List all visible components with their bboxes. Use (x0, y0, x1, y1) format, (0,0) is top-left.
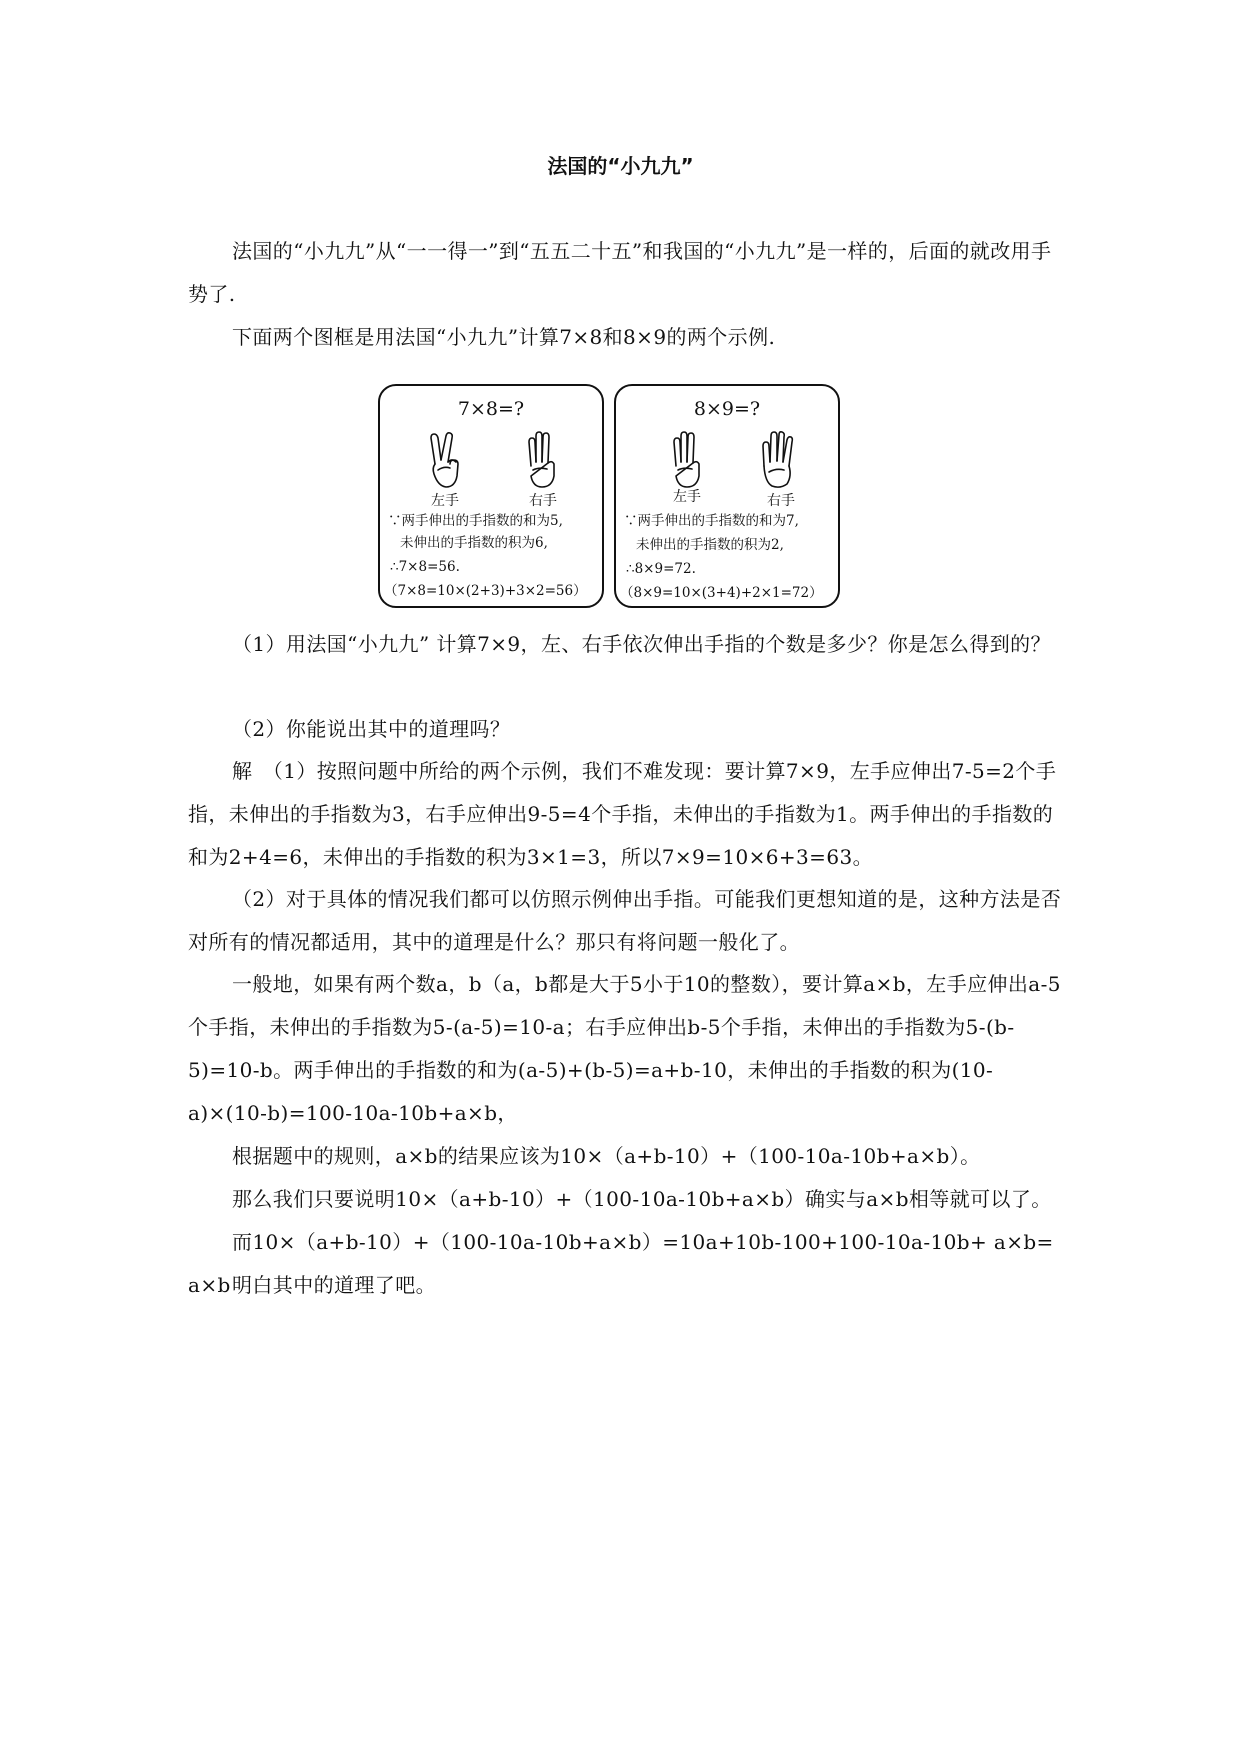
example-note-3: ∴8×9=72. (626, 561, 696, 577)
example-note-1: ∵两手伸出的手指数的和为5, (388, 513, 563, 529)
example-equation: 8×9=? (693, 398, 761, 420)
left-hand-label: 左手 (673, 489, 701, 505)
right-hand-label: 右手 (767, 493, 795, 509)
solution-to-prove: 那么我们只要说明10×（a+b-10）+（100-10a-10b+a×b）确实与a×b相等就可以了。 (232, 1187, 1052, 1211)
solution-part-1: 解 （1）按照问题中所给的两个示例，我们不难发现：要计算7×9，左手应伸出7-5=2个手指，未伸出的手指数为3，右手应伸出9-5=4个手指，未伸出的手指数为1。两手伸出的手指数的和为2+4=6，未伸出的手指数的积为3×1=3，所以7×9=10×6+3=63。 (188, 759, 1057, 869)
example-note-2: 未伸出的手指数的积为6, (400, 535, 548, 551)
hand-three-fingers-icon (668, 430, 704, 490)
right-hand-label: 右手 (529, 493, 557, 509)
hand-three-fingers-icon (523, 430, 559, 490)
left-hand-label: 左手 (431, 493, 459, 509)
solution-proof: 而10×（a+b-10）+（100-10a-10b+a×b）=10a+10b-100+100-10a-10b+ a×b= a×b (188, 1230, 1054, 1297)
examples-figure (378, 384, 858, 614)
page-title: 法国的“小九九” (547, 154, 694, 178)
example-note-1: ∵两手伸出的手指数的和为7, (624, 513, 799, 529)
solution-conclusion: 明白其中的道理了吧。 (232, 1273, 436, 1297)
example-panel-8x9 (614, 384, 840, 608)
solution-rule-result: 根据题中的规则，a×b的结果应该为10×（a+b-10）+（100-10a-10b+a×b）。 (232, 1144, 981, 1168)
solution-part-2: （2）对于具体的情况我们都可以仿照示例伸出手指。可能我们更想知道的是，这种方法是否对所有的情况都适用，其中的道理是什么？那只有将问题一般化了。 (188, 887, 1062, 954)
question-1: （1）用法国“小九九” 计算7×9，左、右手依次伸出手指的个数是多少？你是怎么得到的？ (232, 632, 1051, 656)
example-note-4: （7×8=10×(2+3)+3×2=56） (384, 583, 587, 599)
solution-general-case: 一般地，如果有两个数a，b（a，b都是大于5小于10的整数），要计算a×b，左手应伸出a-5个手指，未伸出的手指数为5-(a-5)=10-a；右手应伸出b-5个手指，未伸出的手指数为5-(b-5)=10-b。两手伸出的手指数的和为(a-5)+(b-5)=a+b-10，未伸出的手指数的积为(10-a)×(10-b)=100-10a-10b+a×b， (188, 972, 1061, 1125)
hand-four-fingers-icon (760, 430, 796, 490)
intro-paragraph-1: 法国的“小九九”从“一一得一”到“五五二十五”和我国的“小九九”是一样的，后面的就改用手势了. (188, 239, 1052, 306)
example-equation: 7×8=? (457, 398, 525, 420)
example-panel-7x8 (378, 384, 604, 608)
hand-two-fingers-icon (426, 430, 462, 490)
question-2: （2）你能说出其中的道理吗？ (232, 717, 511, 741)
example-note-4: （8×9=10×(3+4)+2×1=72） (620, 585, 823, 601)
example-note-2: 未伸出的手指数的积为2, (636, 537, 784, 553)
example-note-3: ∴7×8=56. (390, 559, 460, 575)
intro-paragraph-2: 下面两个图框是用法国“小九九”计算7×8和8×9的两个示例. (232, 325, 776, 349)
